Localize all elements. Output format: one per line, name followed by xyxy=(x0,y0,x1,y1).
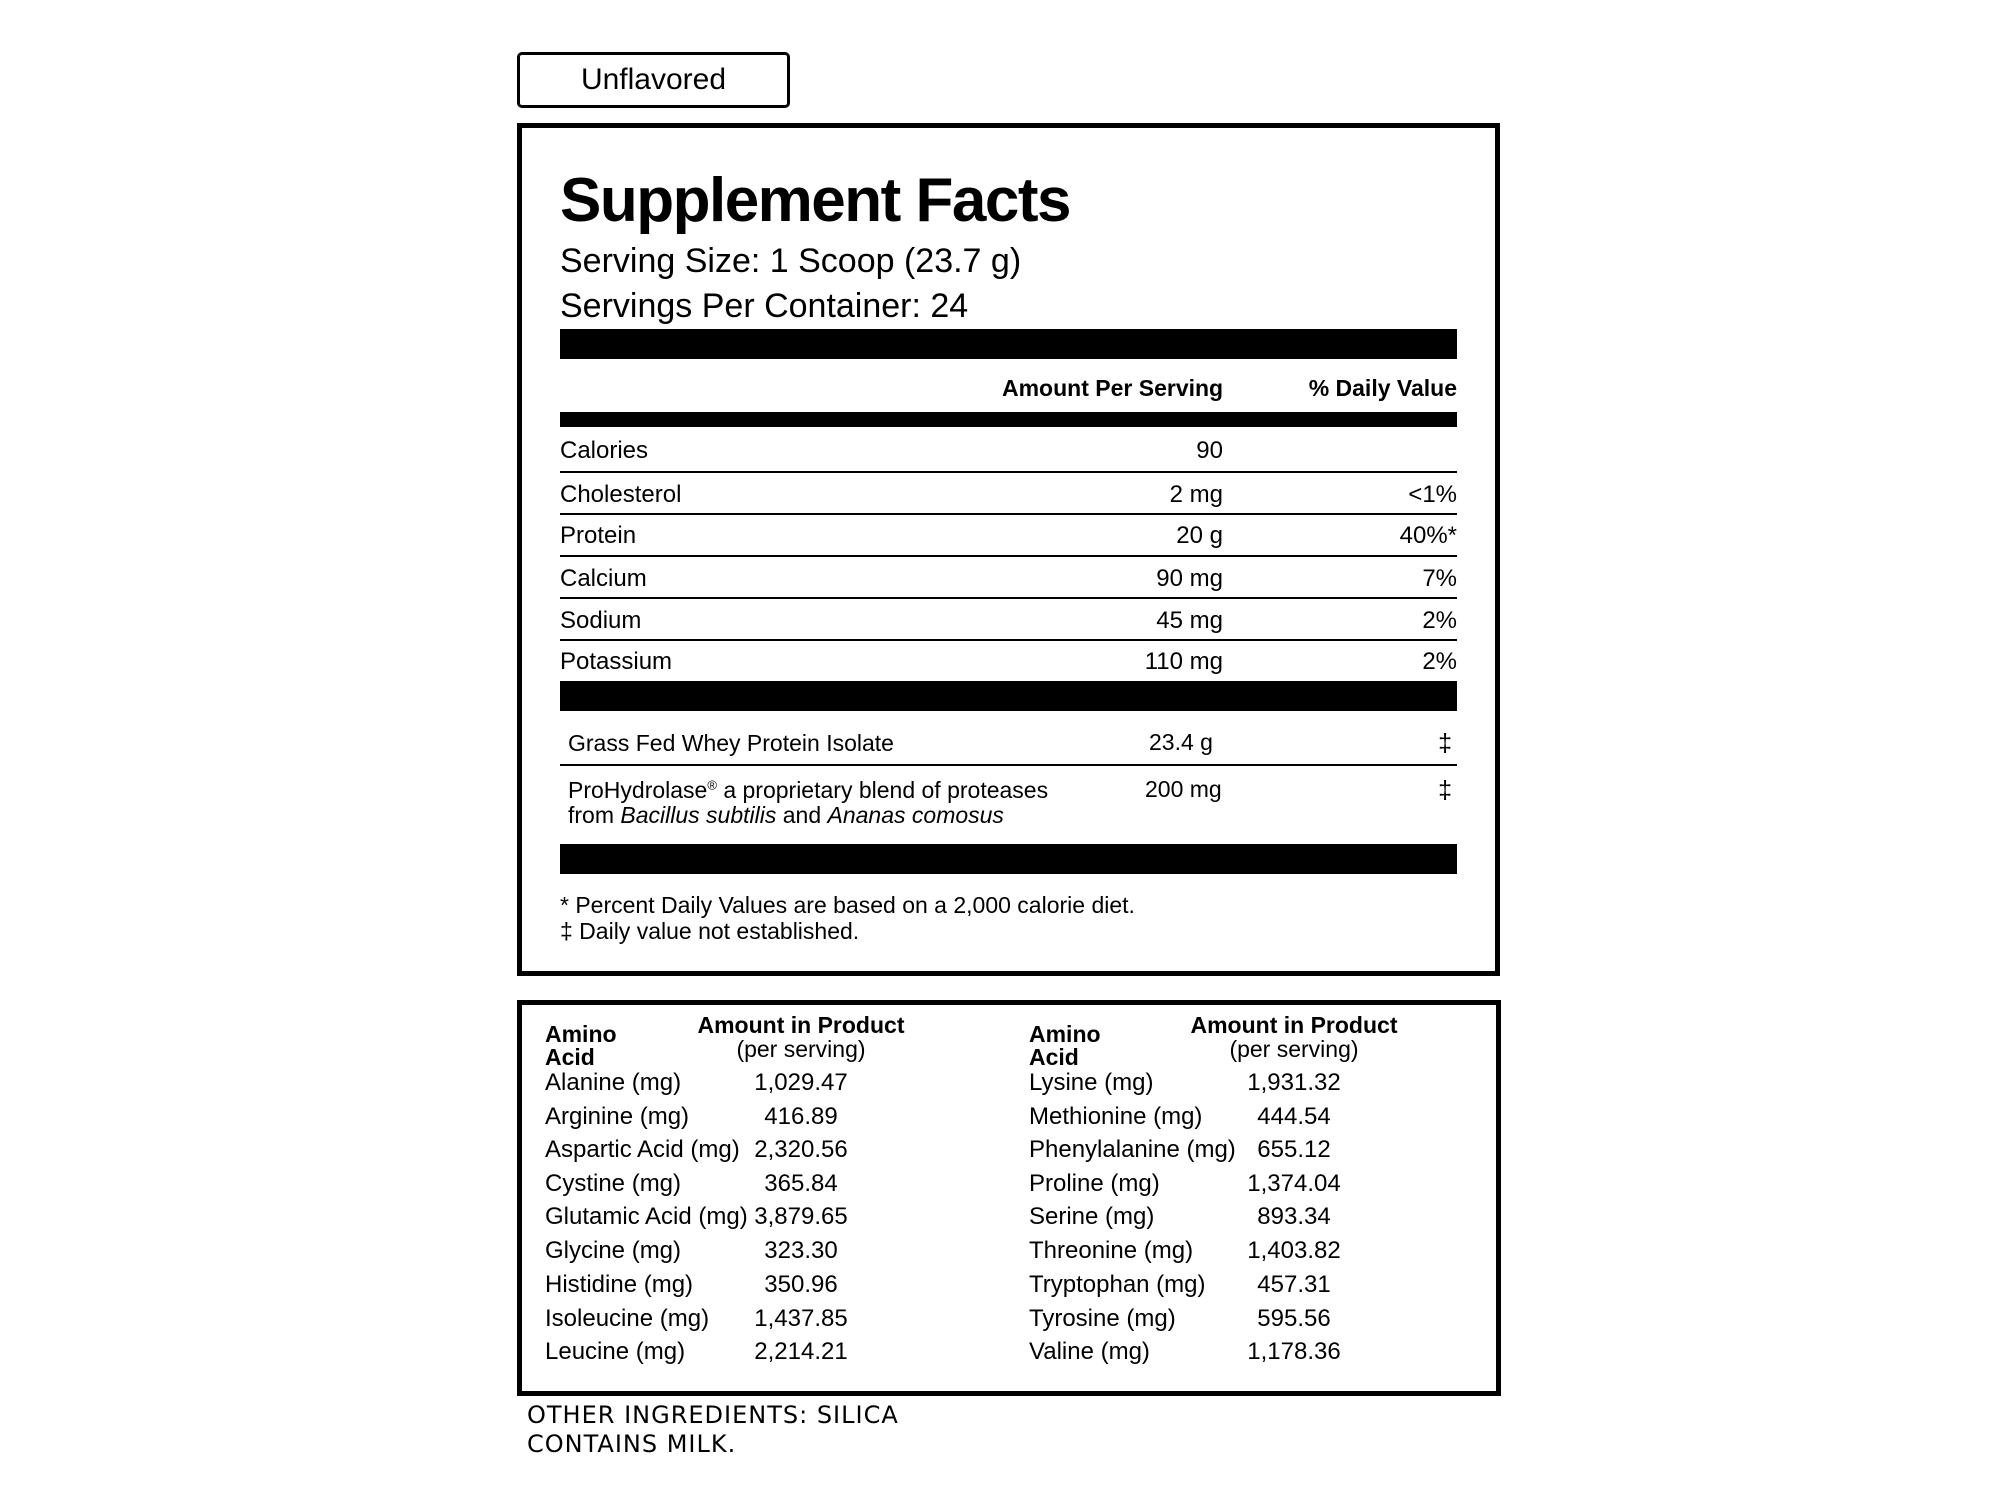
nutrient-name: Protein xyxy=(560,522,637,549)
amino-name: Threonine (mg) xyxy=(1029,1237,1194,1264)
amino-header-name: Amino Acid xyxy=(1029,1021,1101,1070)
amino-value: 457.31 xyxy=(1257,1271,1331,1298)
amino-header-name: Amino Acid xyxy=(545,1021,617,1070)
nutrient-row xyxy=(560,514,1457,556)
amino-value: 1,374.04 xyxy=(1247,1170,1341,1197)
amino-name: Aspartic Acid (mg) xyxy=(545,1136,740,1163)
nutrient-dv: 2% xyxy=(1422,648,1457,675)
amino-name: Tyrosine (mg) xyxy=(1029,1305,1176,1332)
amino-value: 2,214.21 xyxy=(754,1338,848,1365)
amino-value: 3,879.65 xyxy=(754,1203,848,1230)
ingredient-dv: ‡ xyxy=(1438,776,1452,804)
nutrient-name: Sodium xyxy=(560,607,642,634)
nutrient-amount: 2 mg xyxy=(1169,481,1223,508)
amino-value: 350.96 xyxy=(764,1271,838,1298)
header-daily-value: % Daily Value xyxy=(1308,375,1457,401)
facts-title: Supplement Facts xyxy=(560,166,1070,235)
flavor-label: Unflavored xyxy=(580,63,727,96)
amino-value: 323.30 xyxy=(764,1237,838,1264)
amino-name: Glutamic Acid (mg) xyxy=(545,1203,748,1230)
amino-name: Serine (mg) xyxy=(1029,1203,1155,1230)
nutrient-row xyxy=(560,640,1457,682)
footnote-daily-values: * Percent Daily Values are based on a 2,000 calorie diet. xyxy=(560,892,1135,918)
amino-value: 1,178.36 xyxy=(1247,1338,1341,1365)
amino-header-amount-sub: (per serving) xyxy=(736,1036,866,1063)
nutrient-amount: 110 mg xyxy=(1144,648,1223,675)
amino-name: Isoleucine (mg) xyxy=(545,1305,710,1332)
nutrient-name: Calories xyxy=(560,437,649,464)
ingredient-species-2: Ananas comosus xyxy=(827,801,1004,828)
amino-name: Histidine (mg) xyxy=(545,1271,694,1298)
other-ingredients: OTHER INGREDIENTS: SILICA xyxy=(527,1401,899,1429)
ingredient-and: and xyxy=(776,801,828,828)
nutrient-dv: <1% xyxy=(1408,481,1457,508)
amino-value: 365.84 xyxy=(764,1170,838,1197)
amino-name: Methionine (mg) xyxy=(1029,1103,1203,1130)
medium-divider xyxy=(560,412,1457,427)
nutrient-name: Potassium xyxy=(560,648,673,675)
ingredient-amount: 200 mg xyxy=(1145,776,1222,802)
amino-header-amount xyxy=(686,1013,916,1061)
nutrient-row xyxy=(560,557,1457,599)
amino-value: 1,437.85 xyxy=(754,1305,848,1332)
amino-name: Arginine (mg) xyxy=(545,1103,690,1130)
flavor-tab xyxy=(517,52,790,108)
amino-value: 893.34 xyxy=(1257,1203,1331,1230)
ingredient-from: from xyxy=(568,801,621,828)
ingredient-species-1: Bacillus subtilis xyxy=(620,801,777,828)
servings-per-container: Servings Per Container: 24 xyxy=(560,287,969,325)
amino-name: Glycine (mg) xyxy=(545,1237,682,1264)
amino-value: 655.12 xyxy=(1257,1136,1331,1163)
ingredient-amount: 23.4 g xyxy=(1149,729,1213,755)
amino-name: Alanine (mg) xyxy=(545,1069,682,1096)
nutrient-amount: 90 xyxy=(1196,437,1223,464)
amino-value: 595.56 xyxy=(1257,1305,1331,1332)
amino-name: Proline (mg) xyxy=(1029,1170,1160,1197)
thick-divider xyxy=(560,844,1457,874)
registered-mark: ® xyxy=(707,777,717,793)
ingredient-description: a proprietary blend of proteases xyxy=(716,777,1049,803)
thick-divider xyxy=(560,681,1457,711)
amino-header-amount xyxy=(1179,1013,1409,1061)
amino-name: Tryptophan (mg) xyxy=(1029,1271,1206,1298)
serving-size: Serving Size: 1 Scoop (23.7 g) xyxy=(560,242,1022,280)
footnote-not-established: ‡ Daily value not established. xyxy=(560,918,860,944)
amino-value: 2,320.56 xyxy=(754,1136,848,1163)
amino-header-amount-title: Amount in Product xyxy=(697,1012,905,1038)
row-divider xyxy=(560,764,1457,766)
amino-name: Leucine (mg) xyxy=(545,1338,686,1365)
ingredient-dv: ‡ xyxy=(1438,729,1452,757)
nutrient-amount: 90 mg xyxy=(1156,565,1223,592)
thick-divider xyxy=(560,329,1457,359)
nutrient-name: Calcium xyxy=(560,565,647,592)
header-amount-per-serving: Amount Per Serving xyxy=(1002,375,1224,401)
nutrient-row xyxy=(560,473,1457,515)
nutrient-amount: 45 mg xyxy=(1156,607,1223,634)
nutrient-dv: 40%* xyxy=(1399,522,1457,549)
amino-header-amount-title: Amount in Product xyxy=(1190,1012,1398,1038)
amino-name: Cystine (mg) xyxy=(545,1170,682,1197)
nutrient-row xyxy=(560,599,1457,641)
amino-value: 1,029.47 xyxy=(754,1069,848,1096)
ingredient-brand: ProHydrolase xyxy=(568,777,708,803)
allergen-statement: CONTAINS MILK. xyxy=(527,1430,737,1458)
amino-acid-panel xyxy=(517,1000,1501,1396)
supplement-facts-panel xyxy=(517,123,1500,976)
nutrient-name: Cholesterol xyxy=(560,481,682,508)
amino-value: 444.54 xyxy=(1257,1103,1331,1130)
amino-name: Lysine (mg) xyxy=(1029,1069,1154,1096)
nutrient-row xyxy=(560,429,1457,471)
amino-name: Valine (mg) xyxy=(1029,1338,1150,1365)
nutrient-dv: 7% xyxy=(1422,565,1457,592)
nutrient-dv: 2% xyxy=(1422,607,1457,634)
amino-value: 416.89 xyxy=(764,1103,838,1130)
amino-value: 1,403.82 xyxy=(1247,1237,1341,1264)
amino-name: Phenylalanine (mg) xyxy=(1029,1136,1236,1163)
nutrient-amount: 20 g xyxy=(1176,522,1223,549)
amino-value: 1,931.32 xyxy=(1247,1069,1341,1096)
ingredient-name: Grass Fed Whey Protein Isolate xyxy=(568,730,894,756)
amino-header-amount-sub: (per serving) xyxy=(1229,1036,1359,1063)
ingredient-name-prohydrolase xyxy=(568,778,1048,828)
